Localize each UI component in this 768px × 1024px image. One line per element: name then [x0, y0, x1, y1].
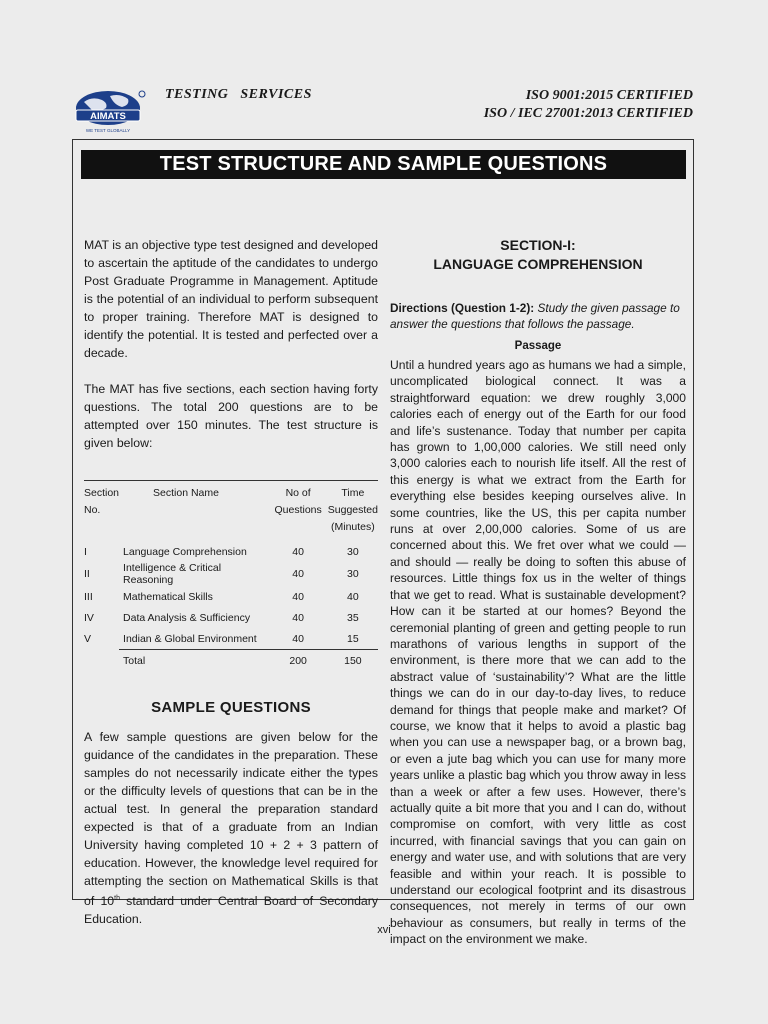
passage-text: Until a hundred years ago as humans we had a simple, uncomplicated biological connect. It was a straightforward equation: we drew roughly 3,000 calories each of energy out of the Earth for our food and life’s sustenance. Today that number per capita has grown to 1,00,000 calories. We still need only 3,000 calories each to nourish life itself. All the rest of this energy is what we extract from the Earth for everything else besides keeping ourselves alive. In some countries, like the US, this per capita number runs at over 2,00,000 calories. Some of us are concerned about this. We fret over what we could — and should — really be doing to soften this abuse of resources. Little things fox us in the welter of things that we get to read. What is sustainable development? How can it be started at our homes? Beyond the ceremonial planting of green and getting people to run marathons of various lengths in support of the environment, is there more that we can add to the abstract value of ‘sustainability’? What are the little things we can do in our day-to-day lives, to reduce demand for things that people make and market? Of course, we know that it helps to avoid a plastic bag when you can use a newspaper bag, or a brown bag, or even a jute bag which you can use for many more years unlike a plastic bag which you throw away in less than a week or after a few uses. However, there’s actually quite a bit more that you and I can do, without compromise on comfort, with very little as cost incurred, with financial savings that you can gain on energy and water use, and with solutions that are very feasible and within your reach. It is possible to understand our ecological footprint and its disastrous consequences, not merely in terms of our own behaviour as consumers, but really in terms of the impact on the environment we make.	[390, 358, 686, 947]
row-section-name: Indian & Global Environment	[123, 632, 257, 645]
total-questions: 200	[269, 650, 328, 673]
cert-iso-27001: ISO / IEC 27001:2013 CERTIFIED	[483, 106, 693, 121]
passage-heading: Passage	[514, 340, 562, 352]
logo-tagline: WE TEST GLOBALLY	[85, 128, 131, 133]
table-row	[84, 586, 378, 607]
sample-questions-paragraph	[84, 728, 378, 928]
header-section-name	[119, 481, 269, 542]
row-questions: 40	[292, 545, 304, 558]
aimats-logo	[70, 88, 150, 134]
sample-text-superscript: th	[114, 895, 120, 902]
row-time: 30	[347, 568, 359, 580]
row-section-name: Data Analysis & Sufficiency	[123, 611, 251, 624]
sample-text-part2: standard under Central Board of Secondary Education.	[84, 894, 378, 927]
header-section-no-line2: No.	[84, 504, 101, 516]
table-row	[84, 562, 378, 586]
logo-wordmark: AIMATS	[90, 111, 126, 122]
header-section-name-text: Section Name	[153, 487, 219, 499]
total-time: 150	[328, 650, 378, 673]
table-row	[84, 541, 378, 562]
sample-text-part1: A few sample questions are given below for the guidance of the candidates in the preparation. These samples do not necessarily indicate either the types or the difficulty levels of questions that can be in the actual test. In general the preparation standard expected is that of a graduate from an Indian University having completed 10 + 2 + 3 pattern of education. However, the knowledge level required for attempting the section on Mathematical Skills is that of 10	[84, 730, 378, 909]
row-section-no: III	[84, 590, 93, 603]
row-questions: 40	[292, 590, 304, 603]
total-label: Total	[119, 650, 269, 673]
test-structure-table	[84, 480, 378, 672]
header-time-line1: Time	[341, 487, 365, 499]
header-questions-line2: Questions	[274, 504, 322, 516]
row-questions: 40	[292, 611, 304, 624]
header-time-line2: Suggested	[327, 504, 378, 516]
left-column	[84, 236, 378, 928]
row-section-no: V	[84, 632, 92, 645]
testing-services-title: TESTING SERVICES	[165, 87, 312, 102]
row-section-name: Language Comprehension	[123, 545, 247, 558]
section-heading	[390, 236, 686, 274]
page-number: xvi	[377, 924, 391, 936]
row-time: 40	[347, 590, 359, 603]
section-heading-line2: LANGUAGE COMPREHENSION	[433, 256, 643, 272]
table-header-row	[84, 481, 378, 542]
table-total-row	[84, 650, 378, 673]
directions-label: Directions (Question 1-2):	[390, 301, 535, 315]
section-heading-line1: SECTION-I:	[500, 237, 576, 253]
row-questions: 40	[292, 632, 304, 645]
header-section-no-line1: Section	[84, 487, 120, 499]
header-questions-line1: No of	[285, 487, 311, 499]
sample-questions-heading: SAMPLE QUESTIONS	[151, 699, 311, 716]
row-questions: 40	[292, 568, 304, 580]
row-section-no: IV	[84, 611, 94, 624]
row-time: 35	[347, 611, 359, 624]
row-section-name: Mathematical Skills	[123, 590, 213, 603]
directions	[390, 300, 686, 332]
certification-block	[484, 87, 693, 123]
intro-paragraph-2: The MAT has five sections, each section having forty questions. The total 200 questions are to be attempted over 150 minutes. The test structure is given below:	[84, 382, 378, 450]
table-row	[84, 628, 378, 650]
header-questions	[269, 481, 328, 542]
row-section-no: II	[84, 568, 90, 580]
cert-iso-9001: ISO 9001:2015 CERTIFIED	[525, 88, 693, 103]
right-column	[390, 236, 686, 948]
intro-paragraph-1: MAT is an objective type test designed and developed to ascertain the aptitude of the candidates to undergo Post Graduate Programme in Management. Aptitude is the potential of an individual to perform subsequent to proper training. Therefore MAT is designed to identify the potential. It is tested and perfected over a decade.	[84, 238, 378, 360]
header-time-line3: (Minutes)	[331, 521, 375, 533]
row-section-no: I	[84, 545, 87, 558]
row-time: 15	[347, 632, 359, 645]
directions-text: Study the given passage to answer the questions that follows the passage.	[390, 301, 680, 331]
row-time: 30	[347, 545, 359, 558]
row-section-name: Intelligence & Critical Reasoning	[123, 562, 222, 586]
header-time	[328, 481, 378, 542]
total-blank	[84, 650, 119, 673]
header-section-no	[84, 481, 119, 542]
page-title: TEST STRUCTURE AND SAMPLE QUESTIONS	[81, 150, 686, 179]
table-row	[84, 607, 378, 628]
